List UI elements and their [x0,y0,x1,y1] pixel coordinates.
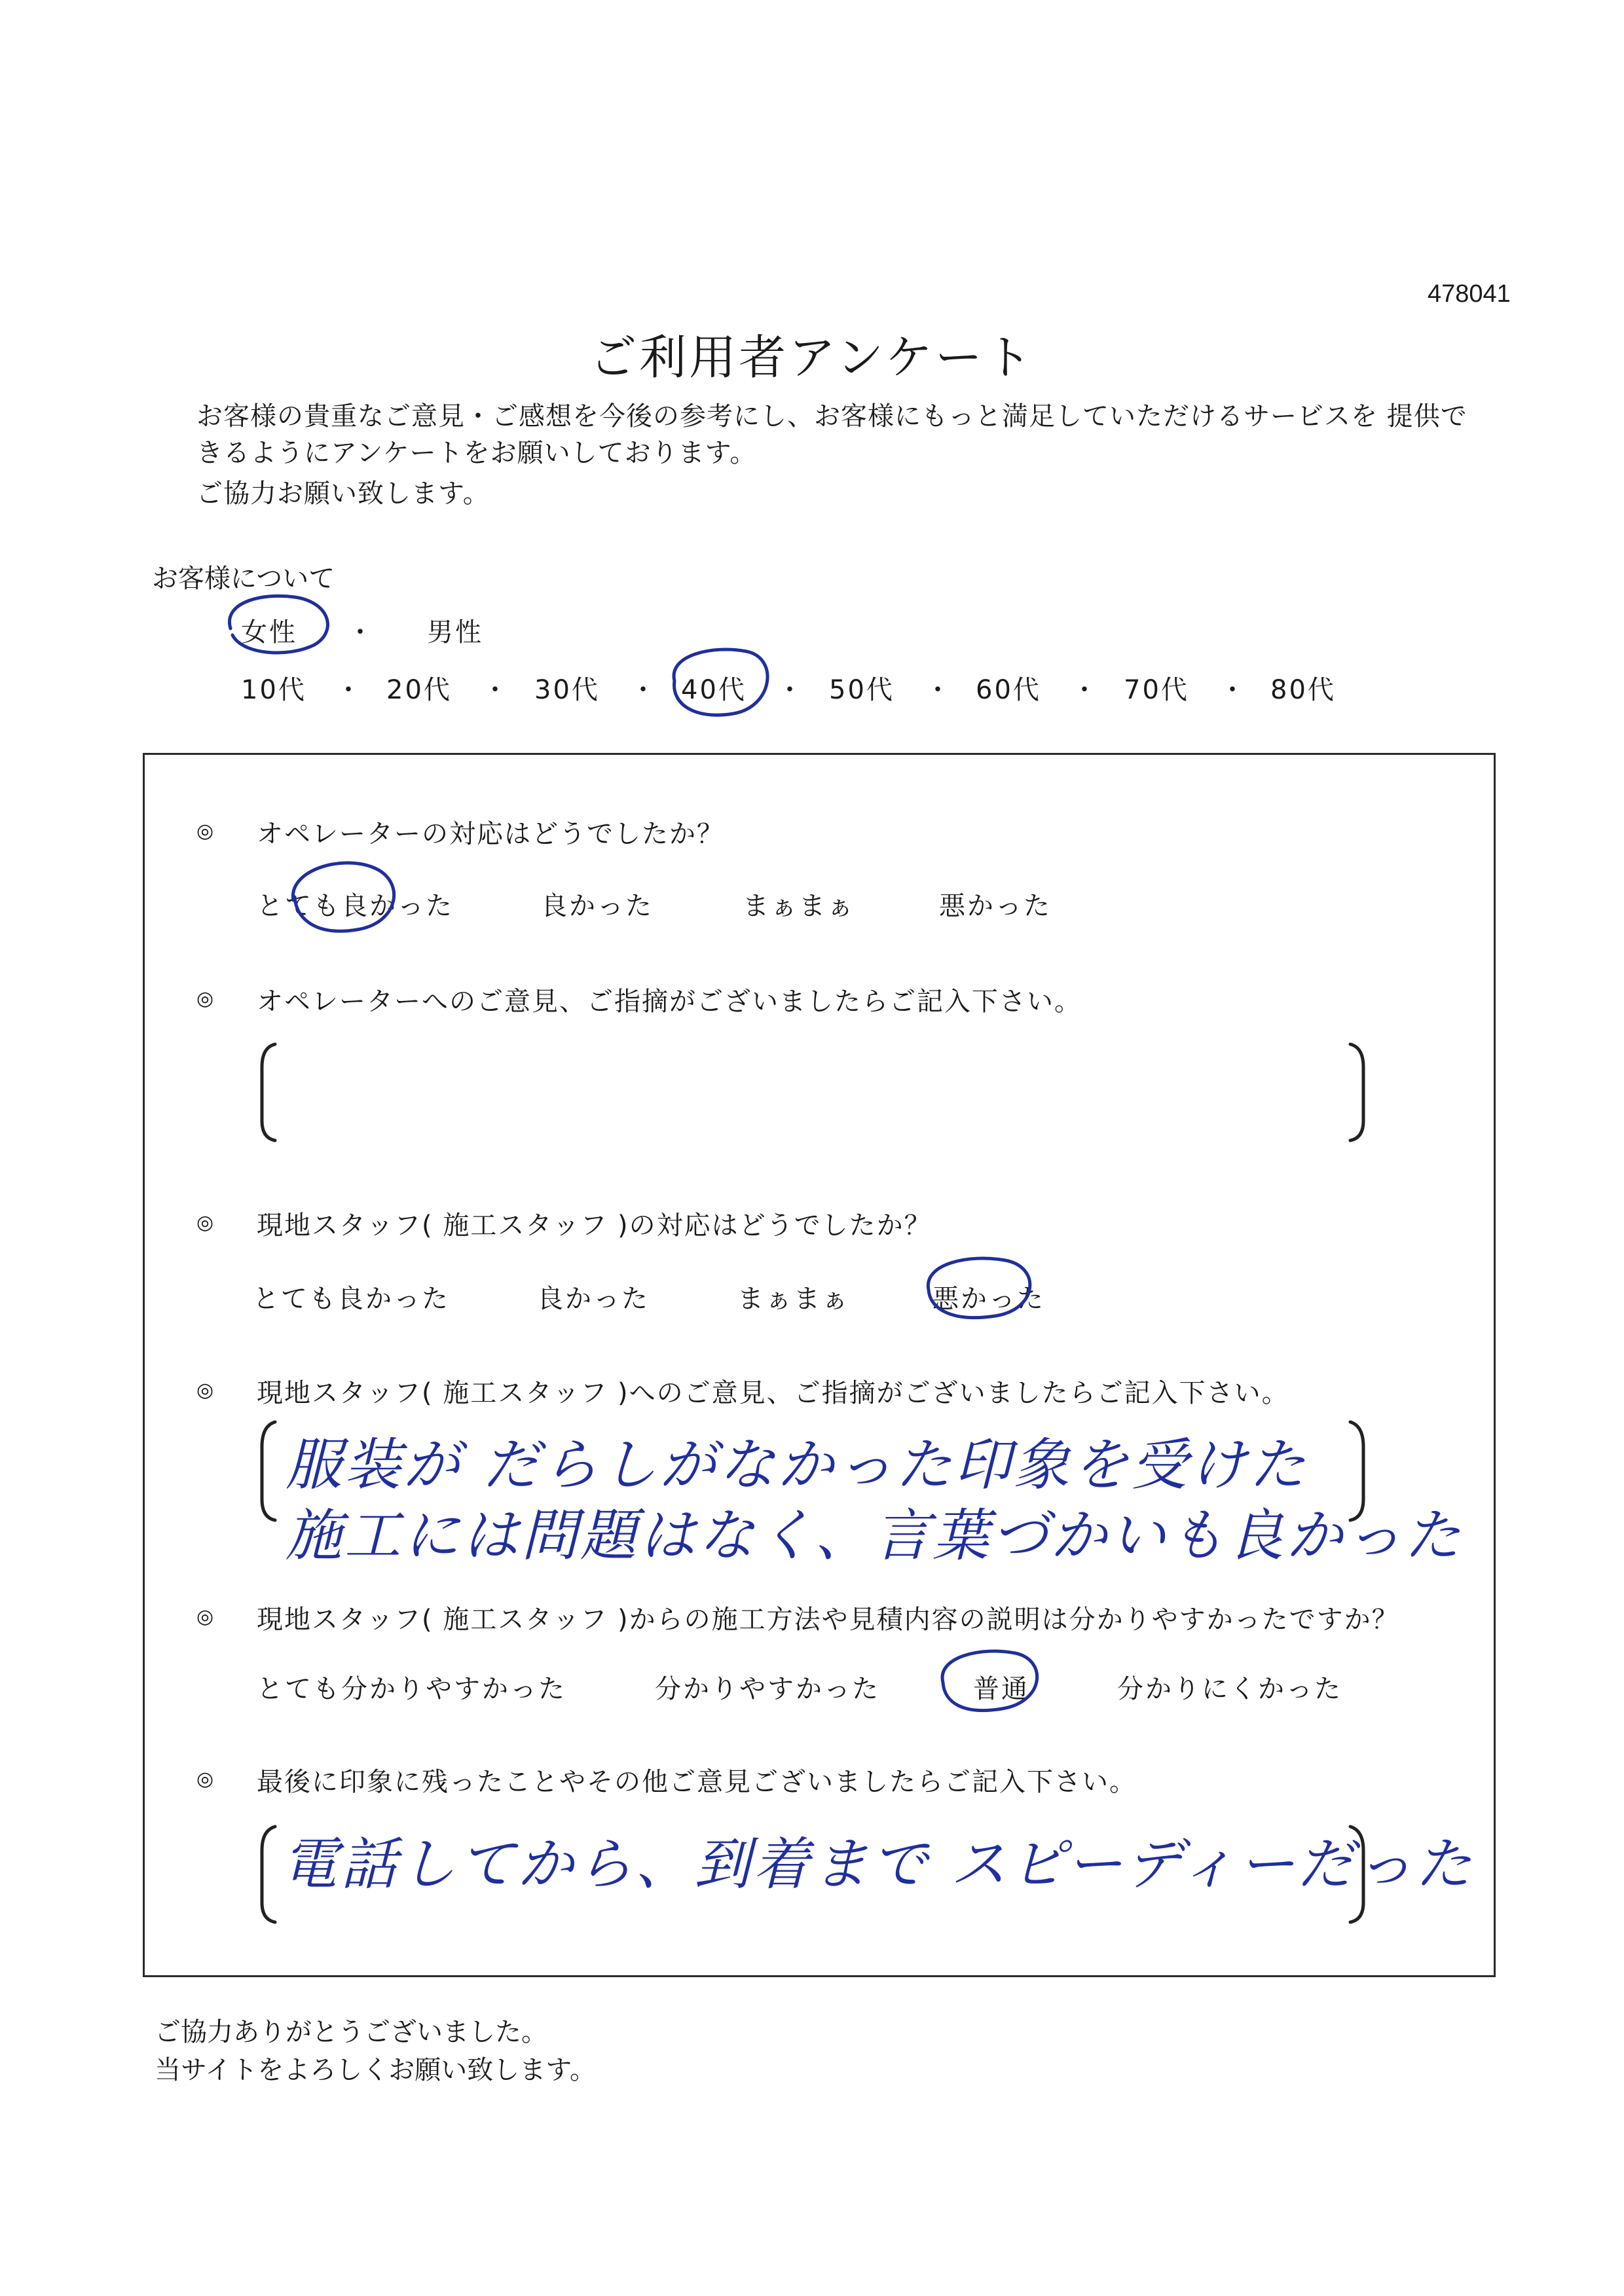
q5-text: 現地スタッフ( 施工スタッフ )からの施工方法や見積内容の説明は分かりやすかったですか？ [257,1605,1399,1635]
age-option-20s[interactable]: 20代 [386,675,452,705]
q1-option-bad[interactable]: 悪かった [939,891,1052,921]
age-option-40s[interactable]: 40代 [681,675,747,705]
intro-line-2: きるようにアンケートをお願いしております。 [196,438,757,468]
q1-option-very-good[interactable]: とても良かった [257,891,454,921]
q5-option-very-clear[interactable]: とても分かりやすかった [257,1674,566,1704]
q6-text: 最後に印象に残ったことやその他ご意見ございましたらご記入下さい。 [257,1767,1137,1797]
q1-text: オペレーターの対応はどうでしたか？ [257,819,724,849]
age-separator: ・ [335,675,361,705]
age-separator: ・ [482,675,508,705]
q4-bullet-icon: ◎ [196,1379,214,1402]
q5-bullet-icon: ◎ [196,1605,214,1628]
age-separator: ・ [777,675,803,705]
age-option-60s[interactable]: 60代 [976,675,1041,705]
q6-handwritten-line-1: 電話してから、到着まで スピーディーだった [282,1832,1475,1897]
footer-thanks: ご協力ありがとうございました。 [155,2017,547,2047]
age-separator: ・ [925,675,951,705]
q2-answer-area[interactable] [288,1048,1336,1139]
intro-line-1: お客様の貴重なご意見・ご感想を今後の参考にし、お客様にもっと満足していただけるサービスを 提供で [196,401,1467,431]
q3-text: 現地スタッフ( 施工スタッフ )の対応はどうでしたか？ [257,1211,932,1241]
age-option-30s[interactable]: 30代 [534,675,600,705]
q3-bullet-icon: ◎ [196,1211,214,1234]
q2-text: オペレーターへのご意見、ご指摘がございましたらご記入下さい。 [257,987,1082,1017]
q5-option-clear[interactable]: 分かりやすかった [655,1674,880,1704]
q3-option-so-so[interactable]: まぁまぁ [737,1284,850,1314]
q1-bullet-icon: ◎ [196,820,214,843]
q6-bullet-icon: ◎ [196,1768,214,1791]
age-separator: ・ [630,675,656,705]
age-option-70s[interactable]: 70代 [1124,675,1189,705]
age-option-10s[interactable]: 10代 [241,675,306,705]
q4-text: 現地スタッフ( 施工スタッフ )へのご意見、ご指摘がございましたらご記入下さい。 [257,1378,1289,1408]
gender-option-female[interactable]: 女性 [241,617,297,647]
q1-option-so-so[interactable]: まぁまぁ [743,891,855,921]
q3-option-very-good[interactable]: とても良かった [253,1284,450,1314]
age-option-50s[interactable]: 50代 [829,675,895,705]
gender-separator: ・ [347,617,373,647]
footer-request: 当サイトをよろしくお願い致します。 [155,2055,596,2085]
q3-option-bad[interactable]: 悪かった [932,1284,1045,1314]
q2-bullet-icon: ◎ [196,987,214,1010]
age-option-80s[interactable]: 80代 [1270,675,1336,705]
q1-option-good[interactable]: 良かった [541,891,654,921]
q5-option-unclear[interactable]: 分かりにくかった [1117,1674,1342,1704]
customer-heading: お客様について [152,564,335,594]
q4-handwritten-line-1: 服装が だらしがなかった印象を受けた [286,1432,1308,1498]
q5-option-average[interactable]: 普通 [973,1674,1029,1704]
document-id: 478041 [1428,280,1511,308]
age-separator: ・ [1071,675,1098,705]
age-separator: ・ [1219,675,1246,705]
gender-option-male[interactable]: 男性 [427,617,483,647]
q3-option-good[interactable]: 良かった [537,1284,650,1314]
page-title: ご利用者アンケート [589,330,1035,385]
intro-line-3: ご協力お願い致します。 [196,479,490,509]
q4-handwritten-line-2: 施工には問題はなく、言葉づかいも良かった [286,1503,1464,1569]
